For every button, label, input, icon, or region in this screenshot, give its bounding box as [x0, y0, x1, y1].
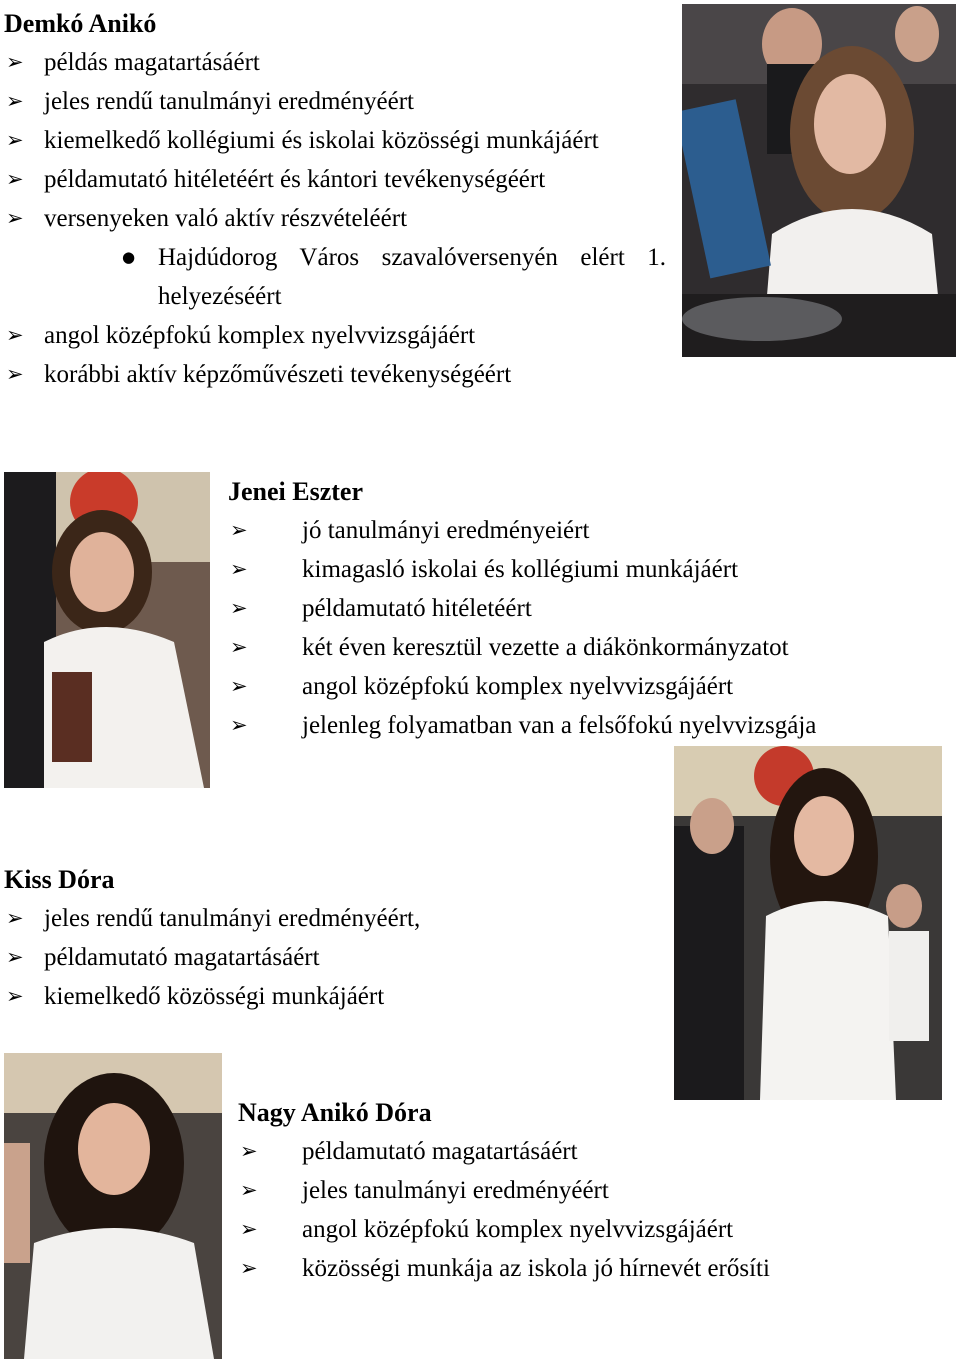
- student-name: Nagy Anikó Dóra: [238, 1098, 432, 1127]
- list-item: ● Hajdúdorog Város szavalóversenyén elért 1. helyezéséért: [116, 238, 666, 316]
- list-item: ➢ angol középfokú komplex nyelvvizsgájáért: [228, 667, 928, 706]
- achievement-list: [238, 1132, 928, 1288]
- list-item: ➢ jelenleg folyamatban van a felsőfokú nyelvvizsgája: [228, 706, 928, 745]
- student-section-nagy: [238, 1093, 928, 1288]
- achievement-list: [4, 899, 624, 1016]
- list-item: ➢ angol középfokú komplex nyelvvizsgájáért: [4, 316, 666, 355]
- list-item: ➢ példamutató magatartásáért: [238, 1132, 928, 1171]
- list-item: ➢ jeles rendű tanulmányi eredményéért,: [4, 899, 624, 938]
- list-item: ➢ közösségi munkája az iskola jó hírnevét erősíti: [238, 1249, 928, 1288]
- list-item: ➢ kiemelkedő közösségi munkájáért: [4, 977, 624, 1016]
- student-name: Jenei Eszter: [228, 477, 364, 506]
- student-section-jenei: [228, 472, 928, 745]
- list-item: ➢ két éven keresztül vezette a diákönkormányzatot: [228, 628, 928, 667]
- list-item: ➢ versenyeken való aktív részvételéért: [4, 199, 666, 238]
- list-item: ➢ példamutató hitéletéért: [228, 589, 928, 628]
- list-item: ➢ példamutató hitéletéért és kántori tevékenységéért: [4, 160, 666, 199]
- student-name: Kiss Dóra: [4, 865, 115, 894]
- list-item: ➢ példamutató magatartásáért: [4, 938, 624, 977]
- list-item: ➢ példás magatartásáért: [4, 43, 666, 82]
- student-photo: [4, 1053, 222, 1359]
- list-item: ➢ jeles rendű tanulmányi eredményéért: [4, 82, 666, 121]
- list-item: ➢ angol középfokú komplex nyelvvizsgájáért: [238, 1210, 928, 1249]
- student-name: Demkó Anikó: [4, 9, 157, 38]
- student-photo: [4, 472, 210, 788]
- achievement-list: [4, 43, 666, 238]
- student-section-demko: [4, 4, 666, 394]
- student-photo: [674, 746, 942, 1100]
- achievement-list: [228, 511, 928, 745]
- list-item: ➢ kiemelkedő kollégiumi és iskolai közösségi munkájáért: [4, 121, 666, 160]
- achievement-list-continued: [4, 316, 666, 394]
- list-item: ➢ jeles tanulmányi eredményéért: [238, 1171, 928, 1210]
- list-item: ➢ kimagasló iskolai és kollégiumi munkájáért: [228, 550, 928, 589]
- student-photo: [682, 4, 956, 357]
- student-section-kiss: [4, 860, 624, 1016]
- list-item: ➢ jó tanulmányi eredményeiért: [228, 511, 928, 550]
- list-item: ➢ korábbi aktív képzőművészeti tevékenységéért: [4, 355, 666, 394]
- sub-achievement-list: [116, 238, 666, 316]
